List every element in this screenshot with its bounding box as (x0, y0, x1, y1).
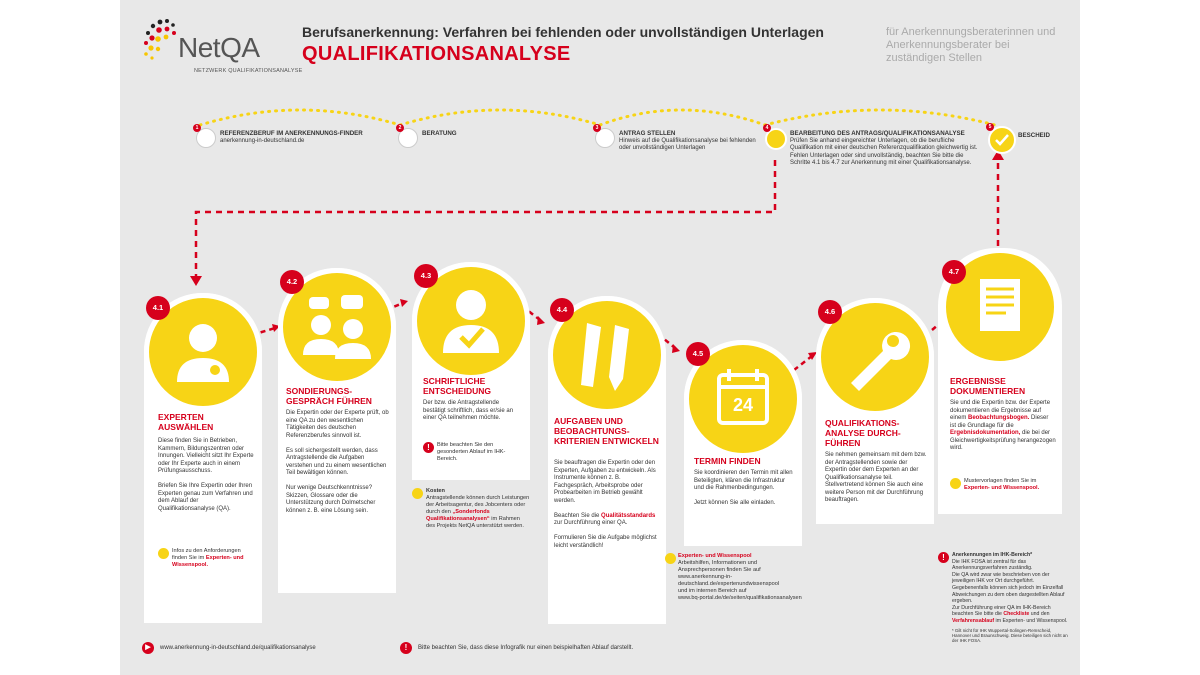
logo-subtitle: NETZWERK QUALIFIKATIONSANALYSE (194, 68, 303, 74)
step-1-badge: 1 (193, 124, 201, 132)
step-4-badge: 4 (763, 124, 771, 132)
play-icon[interactable]: ▶ (142, 642, 154, 654)
top-step-4-title: BEARBEITUNG DES ANTRAGS/QUALIFIKATIONSANALYSE (790, 130, 965, 137)
disclaimer-warning-icon: ! (400, 642, 412, 654)
top-step-3-title: ANTRAG STELLEN (619, 130, 676, 137)
card-4-6-body: Sie nehmen gemeinsam mit dem bzw. der Antragstellenden sowie der Expertin oder dem Experten an der Qualifikationsanalyse teil. Stellvertretend können Sie auch eine weitere Person mit der Durchführung beauftragen. (825, 452, 927, 503)
ihk-warning-icon: ! (938, 552, 949, 563)
top-step-5-title: BESCHEID (1018, 132, 1050, 139)
pool-link-2[interactable]: www.bq-portal.de/de/seiten/qualifikationsanalysen (678, 595, 802, 601)
top-dotted-path (200, 110, 995, 125)
logo-brand: NetQA (178, 32, 260, 63)
top-step-4-text2: Fehlen Unterlagen oder sind unvollständig, beachten Sie bitte die Schritte 4.1 bis 4.7 zur Anerkennung mit einer Qualifikationsanalyse. (790, 152, 972, 166)
top-step-1-title: REFERENZBERUF IM ANERKENNUNGS-FINDER (220, 130, 363, 137)
top-step-3 (619, 130, 759, 153)
infographic-poster (120, 0, 1080, 675)
arrow-icon (400, 299, 408, 307)
info-icon (950, 478, 961, 489)
card-4-5-body: Sie koordinieren den Termin mit allen Beteiligten, klären die Infrastruktur und die Rahmenbedingungen. Jetzt können Sie alle einladen. (694, 470, 793, 506)
step-2-badge: 2 (396, 124, 404, 132)
card-4-2-body: Die Expertin oder der Experte prüft, ob eine QA zu den wesentlichen Tätigkeiten des deutschen Referenzberufes sinnvoll ist. Es soll sichergestellt werden, dass Antragstellende die Aufgaben verstehen und zu einem wesentlichen Teil bewältigen können. Nur wenige Deutschkenntnisse? Skizzen, Glossare oder die Unterstützung durch Dolmetscher können z. B. eine Lösung sein. (286, 410, 389, 514)
header-subtitle: Berufsanerkennung: Verfahren bei fehlenden oder unvollständigen Unterlagen (302, 24, 824, 40)
down-dashed-connector (196, 160, 775, 278)
info-icon (158, 548, 169, 559)
down-arrow-icon (190, 276, 202, 286)
card-4-2-badge: 4.2 (280, 270, 304, 294)
audience-text: für Anerkennungsberaterinnen und Anerkennungsberater bei zuständigen Stellen (886, 26, 1056, 64)
ergebnisdokumentation-link[interactable]: Ergebnisdokumentation, (950, 430, 1021, 436)
ihk-note: Anerkennungen im IHK-Bereich* Die IHK FOSA ist zentral für das Anerkennungsverfahren zuständig. Die QA wird zwar wie beschrieben von der jeweiligen IHK vor Ort durchgeführt. Gegebenenfalls können sich jedoch im Einzelfall Abweichungen zu dem oben dargestellten Ablauf ergeben. Zur Durchführung einer QA im IHK-Bereich beachten Sie bitte die Checkliste und den Verfahrensablauf im Experten- und Wissenspool. * Gilt nicht für IHK Wuppertal-Solingen-Remscheid, Hannover und Braunschweig. Diese beteiligen sich nicht an der IHK FOSA. (952, 552, 1068, 644)
kosten-note: Kosten Antragstellende können durch Leistungen der Arbeitsagentur, des Jobcenters oder durch den „Sonderfonds Qualifikationsanalysen“ im Rahmen des Projekts NetQA unterstützt werden. (426, 488, 530, 529)
footer-disclaimer: Bitte beachten Sie, dass diese Infografik nur einen beispielhaften Ablauf darstellt. (418, 645, 634, 651)
card-4-4-body: Sie beauftragen die Expertin oder den Experten, Aufgaben zu entwickeln. Als Instrumente können z. B. Fachgespräch, Arbeitsprobe oder Probearbeiten im Betrieb gewählt werden. Beachten Sie die Qualitätsstandards zur Durchführung einer QA. Formulieren Sie die Aufgabe möglichst leicht verständlich! (554, 460, 657, 549)
card-4-7-note: Mustervorlagen finden Sie im Experten- und Wissenspool. (964, 478, 1040, 491)
card-4-3-body: Der bzw. die Antragstellende bestätigt schriftlich, dass er/sie an einer QA teilnehmen möchte. (423, 400, 514, 421)
beobachtungsbogen-link[interactable]: Beobachtungsbogen. (968, 415, 1030, 421)
card-4-1-title: EXPERTEN AUSWÄHLEN (158, 412, 214, 432)
card-4-4-badge: 4.4 (550, 298, 574, 322)
card-4-6-title: QUALIFIKATIONS-ANALYSE DURCH-FÜHREN (825, 418, 901, 448)
verfahrensablauf-link[interactable]: Verfahrensablauf (952, 617, 995, 624)
pool-note: Experten- und Wissenspool Arbeitshilfen, Informationen und Ansprechpersonen finden Sie auf www.anerkennung-in-deutschland.de/expertenundwissenspool und im internen Bereich auf www.bq-portal.de/de/seiten/qualifikationsanalysen (678, 553, 802, 601)
page-title: QUALIFIKATIONSANALYSE (302, 43, 571, 65)
card-4-3-badge: 4.3 (414, 264, 438, 288)
card-4-7-badge: 4.7 (942, 260, 966, 284)
top-step-5 (1018, 132, 1078, 140)
top-step-2-title: BERATUNG (422, 130, 457, 137)
card-4-7-body: Sie und die Expertin bzw. der Experte dokumentieren die Ergebnisse auf einem Beobachtungsbogen. Dieser ist die Grundlage für die Ergebnisdokumentation, die bei der Gleichwertigkeitsprüfung herangezogen wird. (950, 400, 1056, 451)
arrow-icon (537, 316, 545, 325)
top-step-4 (790, 130, 980, 168)
card-4-7-title: ERGEBNISSE DOKUMENTIEREN (950, 376, 1026, 396)
card-4-4-title: AUFGABEN UND BEOBACHTUNGS-KRITERIEN ENTWICKELN (554, 416, 659, 446)
footer-link[interactable]: www.anerkennung-in-deutschland.de/qualifikationsanalyse (160, 645, 316, 651)
netqa-logo (142, 16, 303, 80)
checkliste-link[interactable]: Checkliste (1003, 611, 1030, 618)
card-4-5-badge: 4.5 (686, 342, 710, 366)
card-4-2-title: SONDIERUNGS-GESPRÄCH FÜHREN (286, 386, 372, 406)
top-step-3-text: Hinweis auf die Qualifikationsanalyse bei fehlenden oder unvollständigen Unterlagen (619, 137, 756, 151)
experten-wissenspool-link[interactable]: Experten- und Wissenspool. (172, 555, 244, 568)
kosten-icon (412, 488, 423, 499)
qualitaetsstandards-link[interactable]: Qualitätsstandards (601, 512, 656, 519)
card-4-5-title: TERMIN FINDEN (694, 456, 761, 466)
pool-icon (665, 553, 676, 564)
card-4-6-badge: 4.6 (818, 300, 842, 324)
warning-icon: ! (423, 442, 434, 453)
card-4-1-body: Diese finden Sie in Betrieben, Kammern, Bildungszentren oder Innungen. Vielleicht sitzt Ihr Experte oder Ihr Experte auch in einem Prüfungsausschuss. Briefen Sie Ihre Expertin oder Ihren Experten genau zum Verfahren und dem Ablauf der Qualifikationsanalyse (QA). (158, 438, 254, 512)
sonderfonds-link[interactable]: „Sonderfonds Qualifikationsanalysen“ (426, 509, 490, 522)
top-step-1-text: anerkennung-in-deutschland.de (220, 137, 305, 144)
card-4-3-note: Bitte beachten Sie den gesonderten Ablauf im IHK-Bereich. (437, 442, 506, 462)
card-4-1-badge: 4.1 (146, 296, 170, 320)
experten-wissenspool-link[interactable]: Experten- und Wissenspool. (964, 485, 1040, 491)
arrow-icon (672, 344, 680, 353)
top-step-4-text: Prüfen Sie anhand eingereichter Unterlagen, ob die berufliche Qualifikation mit einer deutschen Referenzqualifikation gleichwertig ist. (790, 137, 978, 151)
pool-link-1[interactable]: www.anerkennung-in-deutschland.de/expertenundwissenspool (678, 574, 780, 587)
card-4-1-note: Infos zu den Anforderungen finden Sie im Experten- und Wissenspool. (172, 548, 244, 568)
step-5-badge: 5 (986, 123, 994, 131)
step-3-badge: 3 (593, 124, 601, 132)
card-4-3-title: SCHRIFTLICHE ENTSCHEIDUNG (423, 376, 492, 396)
top-step-1 (220, 130, 380, 145)
calendar-day: 24 (732, 395, 754, 415)
top-step-2 (422, 130, 522, 138)
